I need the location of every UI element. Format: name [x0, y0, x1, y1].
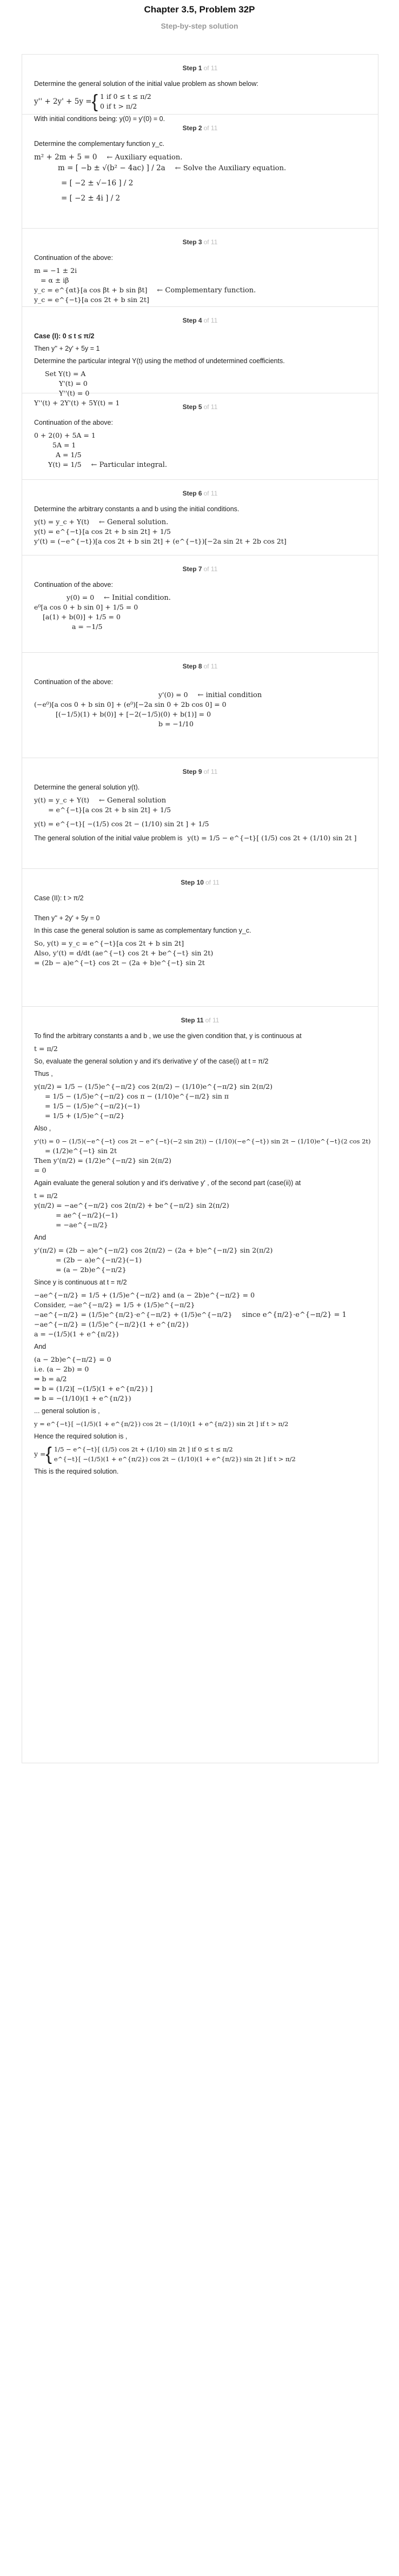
step-count: of 11: [203, 403, 218, 411]
step-9: [22, 758, 378, 869]
math: y(π/2) = −ae^{−π/2} cos 2(π/2) + be^{−π/2} sin 2(π/2): [34, 1201, 229, 1209]
step-count: of 11: [203, 238, 218, 246]
step-text: ... general solution is ,: [34, 1407, 100, 1415]
step-text: And: [34, 1343, 46, 1350]
final-result-line: [34, 833, 366, 843]
math: y'(π/2) = (2b − a)e^{−π/2} cos 2(π/2) − (2a + b)e^{−π/2} sin 2(π/2): [34, 1246, 273, 1254]
annotation: ← General solution.: [99, 518, 169, 526]
math: Y(t) = 1/5: [48, 460, 82, 469]
math: a = −(1/5)(1 + e^{π/2}): [34, 1330, 119, 1338]
math: So, y(t) = y_c = e^{−t}[a cos 2t + b sin 2t]: [34, 939, 184, 947]
step-text: Continuation of the above:: [34, 581, 113, 588]
brace-glyph: {: [91, 91, 98, 112]
math: ⇒ b = a/2: [34, 1375, 67, 1383]
math: = −ae^{−π/2}: [56, 1221, 109, 1229]
piecewise-cases: [54, 1444, 296, 1464]
step-text: Then y'' + 2y' + 5y = 1: [34, 345, 100, 352]
step-8: [22, 653, 378, 758]
math: y_c = e^{−t}[a cos 2t + b sin 2t]: [34, 296, 149, 304]
math: ⇒ b = (1/2)[ −(1/5)(1 + e^{π/2}) ]: [34, 1384, 153, 1393]
step-count: of 11: [203, 124, 218, 132]
math: −ae^{−π/2} = (1/5)e^{−π/2}(1 + e^{π/2}): [34, 1320, 189, 1328]
case-heading: Case (II): t > π/2: [34, 894, 84, 902]
step-label: Step 8: [182, 663, 202, 670]
equation-lhs: y'' + 2y' + 5y =: [34, 97, 92, 106]
step-header: [34, 879, 366, 886]
step-label: Step 9: [182, 768, 202, 775]
math: i.e. (a − 2b) = 0: [34, 1365, 89, 1373]
math: [a(1) + b(0)] + 1/5 = 0: [43, 613, 121, 621]
step-11: [22, 1007, 378, 1763]
math: Consider, −ae^{−π/2} = 1/5 + (1/5)e^{−π/2}: [34, 1301, 195, 1309]
step-7: [22, 556, 378, 653]
math: y(t) = 1/5 − e^{−t}[ (1/5) cos 2t + (1/10) sin 2t ]: [187, 834, 357, 842]
step-label: Step 6: [182, 490, 202, 497]
annotation: ← Initial condition.: [104, 594, 171, 602]
step-header: [34, 64, 366, 72]
math: a = −1/5: [72, 623, 103, 631]
step-text: Determine the general solution y(t).: [34, 784, 140, 791]
math: = ae^{−π/2}(−1): [56, 1211, 118, 1219]
math: (a − 2b)e^{−π/2} = 0: [34, 1355, 111, 1363]
equation-line: [34, 690, 366, 700]
step-count: of 11: [205, 1016, 220, 1024]
step-text: Determine the arbitrary constants a and b using the initial conditions.: [34, 505, 240, 513]
step-1: [22, 55, 378, 123]
math: m² + 2m + 5 = 0: [34, 153, 97, 162]
equation-line: [34, 285, 366, 295]
step-3: [22, 229, 378, 307]
step-header: [34, 663, 366, 670]
math: t = π/2: [34, 1192, 58, 1200]
math: Y'(t) = 0: [59, 379, 88, 387]
math: ⇒ b = −(1/10)(1 + e^{π/2}): [34, 1394, 131, 1402]
page-subtitle: Step-by-step solution: [161, 22, 238, 30]
step-text: Determine the complementary function y_c.: [34, 140, 165, 148]
case-line: 0 if t > π/2: [99, 102, 137, 110]
step-header: [34, 124, 366, 132]
math: Set Y(t) = A: [45, 370, 86, 378]
math: 5A = 1: [52, 441, 76, 449]
step-label: Step 10: [181, 879, 204, 886]
math: −ae^{−π/2} = (1/5)e^{π/2}·e^{−π/2} + (1/5)e^{−π/2}: [34, 1310, 232, 1319]
math: Also, y'(t) = d/dt (ae^{−t} cos 2t + be^{−t} sin 2t): [34, 949, 214, 957]
math: y = e^{−t}[ −(1/5)(1 + e^{π/2}) cos 2t − (1/10)(1 + e^{π/2}) sin 2t ] if t > π/2: [34, 1420, 289, 1428]
step-text: Then y'' + 2y' + 5y = 0: [34, 914, 100, 922]
step-text: Determine the particular integral Y(t) using the method of undetermined coefficients.: [34, 357, 285, 365]
math: [(−1/5)(1) + b(0)] + [−2(−1/5)(0) + b(1)] = 0: [56, 710, 211, 718]
step-header: [34, 565, 366, 573]
annotation: since e^{π/2}·e^{−π/2} = 1: [242, 1311, 347, 1319]
math: e⁰[a cos 0 + b sin 0] + 1/5 = 0: [34, 603, 138, 611]
step-header: [34, 403, 366, 411]
piecewise-cases: [100, 92, 151, 111]
step-2: [22, 115, 378, 229]
step-label: Step 2: [182, 124, 202, 132]
page-title: Chapter 3.5, Problem 32P: [144, 4, 255, 15]
annotation: ← General solution: [99, 797, 167, 805]
step-header: [34, 317, 366, 324]
step-text: This is the required solution.: [34, 1468, 119, 1475]
math: = α ± iβ: [41, 276, 69, 284]
step-text: Continuation of the above:: [34, 254, 113, 262]
piecewise-equation: [34, 92, 366, 111]
math: y(t) = e^{−t}[ −(1/5) cos 2t − (1/10) sin 2t ] + 1/5: [34, 820, 209, 828]
math: = (1/2)e^{−t} sin 2t: [45, 1147, 117, 1155]
step-label: Step 7: [182, 565, 202, 573]
step-text: Since y is continuous at t = π/2: [34, 1279, 127, 1286]
steps-container: [22, 54, 378, 1763]
step-text: In this case the general solution is same as complementary function y_c.: [34, 927, 251, 934]
math: = (2b − a)e^{−π/2}(−1): [56, 1256, 142, 1264]
annotation: ← Particular integral.: [91, 461, 168, 469]
math: y'(0) = 0: [158, 691, 188, 699]
math: y(t) = y_c + Y(t): [34, 796, 90, 804]
equation-line: [34, 593, 366, 603]
step-text: Continuation of the above:: [34, 419, 113, 426]
math: y(t) = e^{−t}[a cos 2t + b sin 2t] + 1/5: [34, 527, 171, 536]
step-text: Again evaluate the general solution y and it's derivative y' , of the second part (case(ii)) at: [34, 1179, 301, 1187]
math: m = [ −b ± √(b² − 4ac) ] / 2a: [58, 164, 165, 172]
step-text: To find the arbitrary constants a and b , we use the given condition that, y is continuous at: [34, 1032, 302, 1040]
step-text: Hence the required solution is ,: [34, 1433, 128, 1440]
annotation: ← Auxiliary equation.: [107, 153, 183, 162]
annotation: ← initial condition: [197, 691, 262, 699]
step-count: of 11: [203, 565, 218, 573]
step-count: of 11: [203, 64, 218, 72]
step-10: [22, 869, 378, 1007]
math: 0 + 2(0) + 5A = 1: [34, 431, 96, 439]
math: y(π/2) = 1/5 − (1/5)e^{−π/2} cos 2(π/2) − (1/10)e^{−π/2} sin 2(π/2): [34, 1082, 272, 1090]
step-text: So, evaluate the general solution y and it's derivative y' of the case(i) at t = π/2: [34, 1058, 269, 1065]
step-header: [34, 1016, 366, 1024]
step-text: The general solution of the initial value problem is: [34, 834, 183, 842]
math: y'(t) = (−e^{−t})[a cos 2t + b sin 2t] + (e^{−t})[−2a sin 2t + 2b cos 2t]: [34, 537, 287, 545]
step-text: And: [34, 1234, 46, 1241]
step-text: Continuation of the above:: [34, 678, 113, 686]
equation-line: [34, 163, 366, 173]
math: A = 1/5: [56, 451, 82, 459]
equation-line: [34, 152, 366, 163]
step-header: [34, 490, 366, 497]
step-text: Thus ,: [34, 1070, 53, 1078]
math: Y''(t) + 2Y'(t) + 5Y(t) = 1: [34, 399, 120, 407]
step-count: of 11: [203, 317, 218, 324]
math: = (2b − a)e^{−t} cos 2t − (2a + b)e^{−t} sin 2t: [34, 959, 205, 967]
math: = [ −2 ± 4i ] / 2: [61, 194, 121, 203]
math: Then y'(π/2) = (1/2)e^{−π/2} sin 2(π/2): [34, 1156, 171, 1165]
step-text: Determine the general solution of the initial value problem as shown below:: [34, 80, 258, 88]
math: (−e⁰)[a cos 0 + b sin 0] + (e⁰)[−2a sin 0 + 2b cos 0] = 0: [34, 700, 227, 708]
annotation: ← Solve the Auxiliary equation.: [175, 164, 287, 172]
step-label: Step 3: [182, 238, 202, 246]
case-heading: Case (I): 0 ≤ t ≤ π/2: [34, 332, 95, 340]
math: = 1/5 + (1/5)e^{−π/2}: [45, 1112, 125, 1120]
math: b = −1/10: [158, 720, 194, 728]
brace-glyph: {: [45, 1444, 52, 1464]
math: Y''(t) = 0: [59, 389, 90, 397]
step-count: of 11: [203, 490, 218, 497]
step-label: Step 11: [181, 1016, 204, 1024]
math: −ae^{−π/2} = 1/5 + (1/5)e^{−π/2} and (a − 2b)e^{−π/2} = 0: [34, 1291, 255, 1299]
final-piecewise: [34, 1444, 366, 1464]
equation-line: [34, 517, 366, 527]
step-label: Step 5: [182, 403, 202, 411]
step-label: Step 1: [182, 64, 202, 72]
step-5: [22, 393, 378, 480]
math: t = π/2: [34, 1045, 58, 1053]
math: = [ −2 ± √−16 ] / 2: [61, 179, 134, 188]
math: = 1/5 − (1/5)e^{−π/2} cos π − (1/10)e^{−π/2} sin π: [45, 1092, 229, 1100]
math: y(0) = 0: [66, 593, 95, 601]
step-header: [34, 238, 366, 246]
step-6: [22, 480, 378, 556]
math: y'(t) = 0 − (1/5)(−e^{−t} cos 2t − e^{−t}(−2 sin 2t)) − (1/10)(−e^{−t}) sin 2t − (1/10)e^{−t}(2 cos 2t): [34, 1138, 371, 1145]
step-label: Step 4: [182, 317, 202, 324]
step-count: of 11: [203, 768, 218, 775]
math: y_c = e^{αt}[a cos βt + b sin βt]: [34, 286, 148, 294]
equation-line: [34, 460, 366, 470]
equation-line: [34, 1310, 366, 1320]
math: = 1/5 − (1/5)e^{−π/2}(−1): [45, 1102, 140, 1110]
case-line: e^{−t}[ −(1/5)(1 + e^{π/2}) cos 2t − (1/10)(1 + e^{π/2}) sin 2t ] if t > π/2: [54, 1455, 296, 1463]
case-line: 1 if 0 ≤ t ≤ π/2: [99, 92, 151, 101]
math: m = −1 ± 2i: [34, 266, 77, 275]
math: = (a − 2b)e^{−π/2}: [56, 1266, 127, 1274]
step-text: With initial conditions being: y(0) = y'(0) = 0.: [34, 115, 165, 123]
page-header: [0, 0, 399, 39]
step-header: [34, 768, 366, 775]
math: = 0: [34, 1166, 46, 1174]
case-line: 1/5 − e^{−t}[ (1/5) cos 2t + (1/10) sin 2t ] if 0 ≤ t ≤ π/2: [54, 1446, 233, 1453]
annotation: ← Complementary function.: [157, 286, 256, 295]
step-text: Also ,: [34, 1125, 51, 1132]
math: y =: [34, 1450, 46, 1458]
math: y(t) = y_c + Y(t): [34, 518, 90, 526]
step-count: of 11: [203, 663, 218, 670]
step-count: of 11: [205, 879, 220, 886]
math: = e^{−t}[a cos 2t + b sin 2t] + 1/5: [48, 806, 171, 814]
equation-line: [34, 795, 366, 805]
